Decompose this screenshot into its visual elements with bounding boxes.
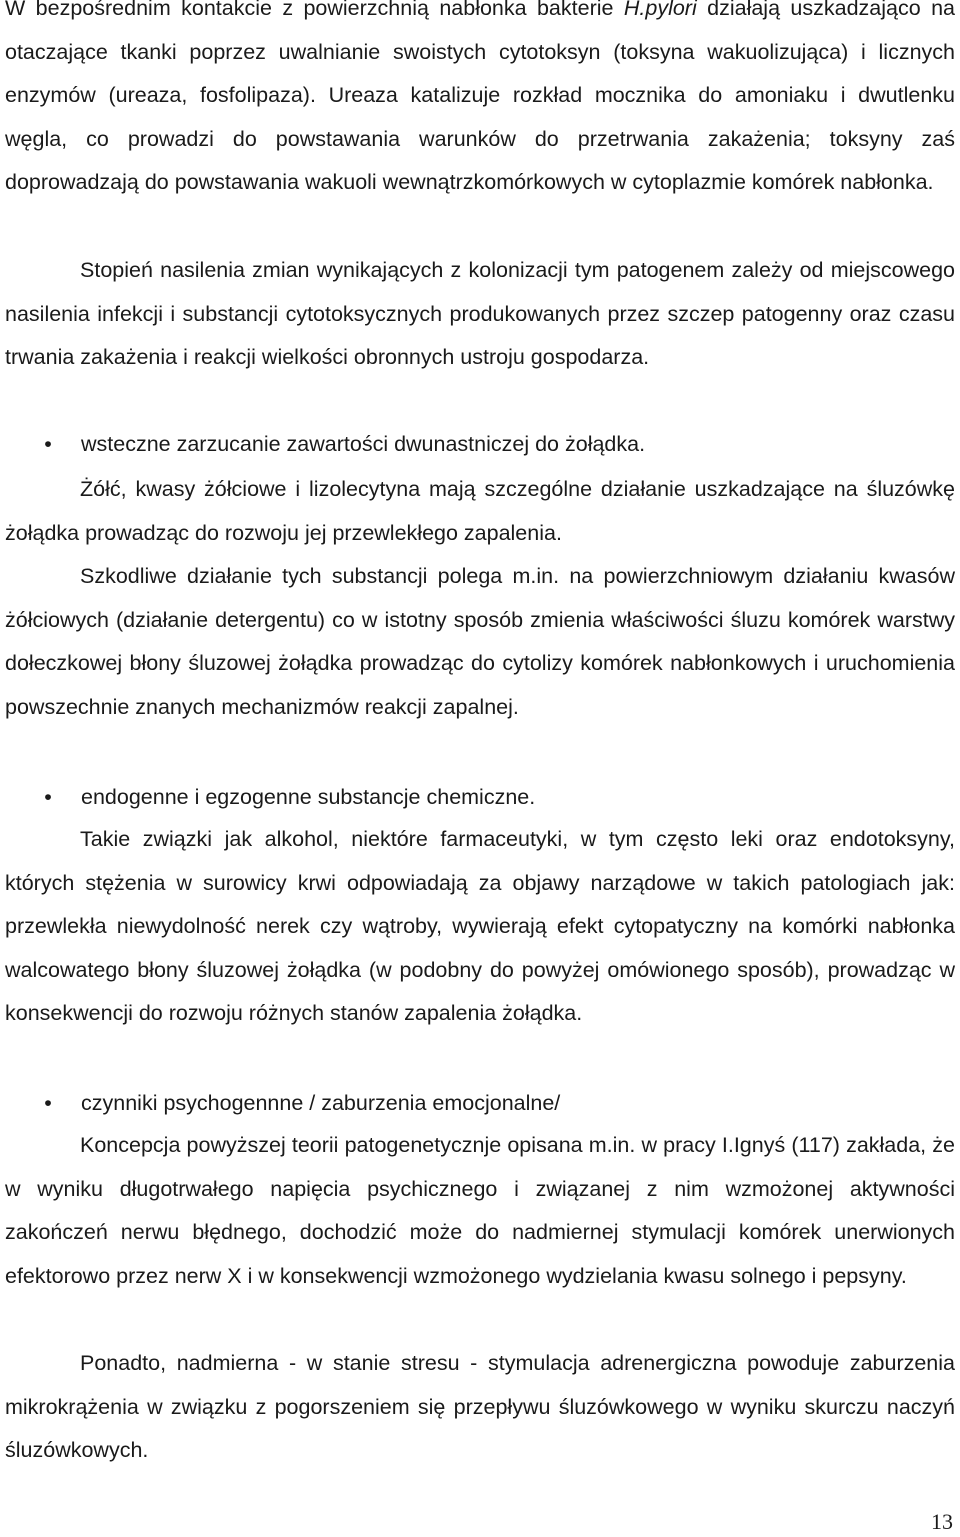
bullet-icon: • <box>44 432 52 456</box>
paragraph-text: działają uszkadzająco na otaczające tkanki poprzez uwalnianie swoistych cytotoksyn (toksyna wakuolizująca) i licznych enzymów (ureaza, fosfolipaza). Ureaza katalizuje rozkład mocznika do amoniaku i dwutlenku węgla, co prowadzi do powstawania warunków do przetrwania zakażenia; toksyny zaś doprowadzają do powstawania wakuoli wewnątrzkomórkowych w cytoplazmie komórek nabłonka. <box>5 0 955 194</box>
paragraph-helicobacter <box>5 0 955 205</box>
bullet-icon: • <box>44 785 52 809</box>
paragraph-severity: Stopień nasilenia zmian wynikających z kolonizacji tym patogenem zależy od miejscowego nasilenia infekcji i substancji cytotoksycznych produkowanych przez szczep patogenny oraz czasu trwania zakażenia i reakcji wielkości obronnych ustroju gospodarza. <box>5 258 955 369</box>
bullet-text: endogenne i egzogenne substancje chemiczne. <box>81 785 536 809</box>
paragraph-compounds: Takie związki jak alkohol, niektóre farmaceutyki, w tym często leki oraz endotoksyny, których stężenia w surowicy krwi odpowiadają za objawy narządowe w takich patologiach jak: przewlekła niewydolność nerek czy wątroby, wywierają efekt cytopatyczny na komórki nabłonka walcowatego błony śluzowej żołądka (w podobny do powyżej omówionego sposób), prowadząc w konsekwencji do rozwoju różnych stanów zapalenia żołądka. <box>5 827 955 1025</box>
paragraph-text: W bezpośrednim kontakcie z powierzchnią nabłonka bakterie <box>5 0 624 20</box>
bullet-text: czynniki psychogennne / zaburzenia emocjonalne/ <box>81 1091 561 1115</box>
paragraph-concept: Koncepcja powyższej teorii patogenetycznje opisana m.in. w pracy I.Ignyś (117) zakłada, że w wyniku długotrwałego napięcia psychicznego i związanej z nim wzmożonej aktywności zakończeń nerwu błędnego, dochodzić może do nadmiernej stymulacji komórek unerwionych efektorowo przez nerw X i w konsekwencji wzmożonego wydzielania kwasu solnego i pepsyny. <box>5 1133 955 1288</box>
paragraph-bile: Żółć, kwasy żółciowe i lizolecytyna mają szczególne działanie uszkadzające na śluzówkę żołądka prowadząc do rozwoju jej przewlekłego zapalenia. <box>5 477 955 545</box>
paragraph-harmful-action: Szkodliwe działanie tych substancji polega m.in. na powierzchniowym działaniu kwasów żółciowych (działanie detergentu) co w istotny sposób zmienia właściwości śluzu komórek warstwy dołeczkowej błony śluzowej żołądka prowadząc do cytolizy komórek nabłonkowych i uruchomienia powszechnie znanych mechanizmów reakcji zapalnej. <box>5 564 955 719</box>
page-number: 13 <box>931 1509 953 1534</box>
bullet-icon: • <box>44 1091 52 1115</box>
bullet-text: wsteczne zarzucanie zawartości dwunastniczej do żołądka. <box>81 432 646 456</box>
species-name: H.pylori <box>623 0 697 20</box>
paragraph-stress: Ponadto, nadmierna - w stanie stresu - stymulacja adrenergiczna powoduje zaburzenia mikrokrążenia w związku z pogorszeniem się przepływu śluzówkowego w wyniku skurczu naczyń śluzówkowych. <box>5 1351 955 1462</box>
